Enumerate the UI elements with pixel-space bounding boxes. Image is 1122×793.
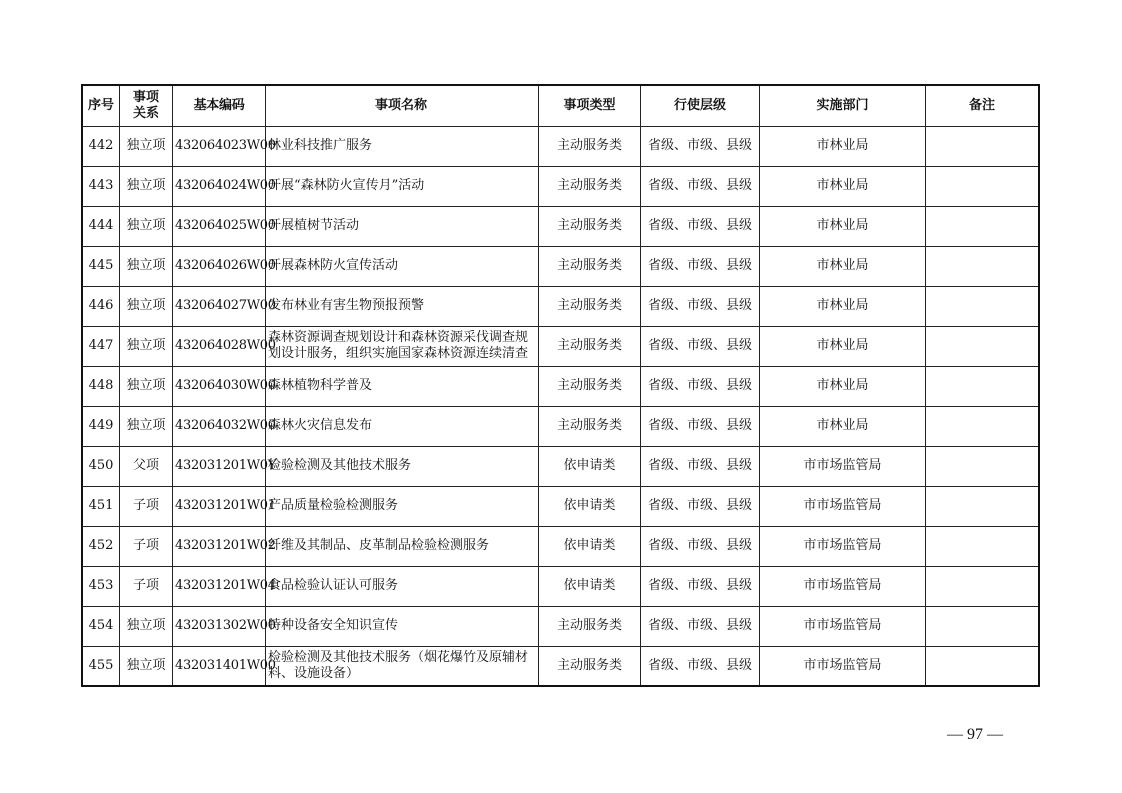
cell-code: 432064025W00 [173,206,266,246]
cell-code: 432031201W01 [173,486,266,526]
cell-name: 森林火灾信息发布 [266,406,539,446]
cell-type: 依申请类 [539,486,641,526]
cell-num: 449 [82,406,120,446]
cell-dept: 市市场监管局 [760,486,926,526]
cell-relation: 子项 [120,526,173,566]
cell-num: 442 [82,126,120,166]
cell-type: 依申请类 [539,526,641,566]
cell-note [926,206,1040,246]
cell-level: 省级、市级、县级 [641,446,760,486]
cell-level: 省级、市级、县级 [641,286,760,326]
cell-relation: 独立项 [120,246,173,286]
cell-code: 432064032W00 [173,406,266,446]
cell-level: 省级、市级、县级 [641,526,760,566]
cell-dept: 市林业局 [760,126,926,166]
cell-relation: 独立项 [120,606,173,646]
cell-code: 432064026W00 [173,246,266,286]
cell-name: 森林植物科学普及 [266,366,539,406]
cell-name: 开展森林防火宣传活动 [266,246,539,286]
cell-dept: 市林业局 [760,246,926,286]
cell-note [926,326,1040,366]
cell-num: 448 [82,366,120,406]
cell-level: 省级、市级、县级 [641,366,760,406]
cell-type: 主动服务类 [539,366,641,406]
cell-relation: 独立项 [120,286,173,326]
cell-code: 432064027W00 [173,286,266,326]
cell-type: 依申请类 [539,446,641,486]
cell-type: 主动服务类 [539,326,641,366]
table-row [82,206,1039,246]
table-row [82,646,1039,686]
cell-dept: 市市场监管局 [760,526,926,566]
table-row [82,526,1039,566]
cell-name: 林业科技推广服务 [266,126,539,166]
cell-code: 432031201W02 [173,526,266,566]
cell-dept: 市市场监管局 [760,646,926,686]
cell-type: 主动服务类 [539,126,641,166]
cell-note [926,566,1040,606]
cell-code: 432031401W00 [173,646,266,686]
cell-name: 检验检测及其他技术服务 [266,446,539,486]
cell-relation: 父项 [120,446,173,486]
header-code: 基本编码 [173,85,266,126]
cell-level: 省级、市级、县级 [641,646,760,686]
cell-num: 454 [82,606,120,646]
cell-name: 检验检测及其他技术服务（烟花爆竹及原辅材料、设施设备） [266,646,539,686]
cell-num: 451 [82,486,120,526]
cell-type: 主动服务类 [539,166,641,206]
cell-num: 446 [82,286,120,326]
cell-dept: 市林业局 [760,286,926,326]
cell-num: 450 [82,446,120,486]
cell-name: 食品检验认证认可服务 [266,566,539,606]
cell-dept: 市市场监管局 [760,606,926,646]
table-row [82,566,1039,606]
cell-num: 447 [82,326,120,366]
cell-name: 产品质量检验检测服务 [266,486,539,526]
header-relation-text: 事项 关系 [132,89,159,121]
cell-note [926,406,1040,446]
cell-dept: 市林业局 [760,326,926,366]
cell-name: 纤维及其制品、皮革制品检验检测服务 [266,526,539,566]
header-level: 行使层级 [641,85,760,126]
cell-num: 443 [82,166,120,206]
cell-note [926,526,1040,566]
cell-code: 432031201W0Y [173,446,266,486]
cell-num: 453 [82,566,120,606]
cell-relation: 子项 [120,566,173,606]
header-dept: 实施部门 [760,85,926,126]
cell-note [926,246,1040,286]
table-header-row [82,85,1039,126]
cell-relation: 独立项 [120,406,173,446]
header-name: 事项名称 [266,85,539,126]
header-relation [120,85,173,126]
cell-name: 森林资源调查规划设计和森林资源采伐调查规划设计服务，组织实施国家森林资源连续清查 [266,326,539,366]
cell-note [926,126,1040,166]
cell-level: 省级、市级、县级 [641,126,760,166]
cell-code: 432064030W00 [173,366,266,406]
cell-note [926,606,1040,646]
cell-level: 省级、市级、县级 [641,606,760,646]
cell-relation: 独立项 [120,326,173,366]
cell-type: 主动服务类 [539,206,641,246]
cell-name: 发布林业有害生物预报预警 [266,286,539,326]
cell-type: 依申请类 [539,566,641,606]
cell-type: 主动服务类 [539,646,641,686]
cell-note [926,486,1040,526]
cell-name: 开展“森林防火宣传月”活动 [266,166,539,206]
cell-code: 432064023W00 [173,126,266,166]
cell-dept: 市林业局 [760,406,926,446]
cell-dept: 市市场监管局 [760,446,926,486]
page-number: — 97 — [947,726,1003,743]
table-row [82,366,1039,406]
cell-code: 432064028W00 [173,326,266,366]
services-table [81,84,1040,687]
cell-note [926,446,1040,486]
table-row [82,166,1039,206]
table-body [82,126,1039,686]
cell-type: 主动服务类 [539,406,641,446]
cell-note [926,286,1040,326]
table-row [82,406,1039,446]
cell-relation: 独立项 [120,126,173,166]
table-row [82,126,1039,166]
cell-level: 省级、市级、县级 [641,486,760,526]
cell-name: 特种设备安全知识宣传 [266,606,539,646]
cell-level: 省级、市级、县级 [641,246,760,286]
table-row [82,446,1039,486]
cell-relation: 独立项 [120,206,173,246]
cell-relation: 子项 [120,486,173,526]
table-row [82,486,1039,526]
cell-level: 省级、市级、县级 [641,326,760,366]
cell-note [926,366,1040,406]
cell-dept: 市林业局 [760,206,926,246]
cell-code: 432064024W00 [173,166,266,206]
cell-num: 452 [82,526,120,566]
cell-level: 省级、市级、县级 [641,566,760,606]
cell-type: 主动服务类 [539,606,641,646]
header-note: 备注 [926,85,1040,126]
cell-level: 省级、市级、县级 [641,166,760,206]
cell-relation: 独立项 [120,166,173,206]
cell-type: 主动服务类 [539,286,641,326]
table-row [82,606,1039,646]
cell-relation: 独立项 [120,646,173,686]
cell-code: 432031302W00 [173,606,266,646]
cell-dept: 市林业局 [760,166,926,206]
cell-dept: 市林业局 [760,366,926,406]
cell-num: 445 [82,246,120,286]
cell-relation: 独立项 [120,366,173,406]
table-row [82,326,1039,366]
table-row [82,246,1039,286]
cell-level: 省级、市级、县级 [641,206,760,246]
table-row [82,286,1039,326]
header-num: 序号 [82,85,120,126]
cell-note [926,166,1040,206]
cell-type: 主动服务类 [539,246,641,286]
cell-level: 省级、市级、县级 [641,406,760,446]
cell-num: 455 [82,646,120,686]
cell-code: 432031201W04 [173,566,266,606]
header-type: 事项类型 [539,85,641,126]
cell-dept: 市市场监管局 [760,566,926,606]
cell-num: 444 [82,206,120,246]
cell-name: 开展植树节活动 [266,206,539,246]
cell-note [926,646,1040,686]
